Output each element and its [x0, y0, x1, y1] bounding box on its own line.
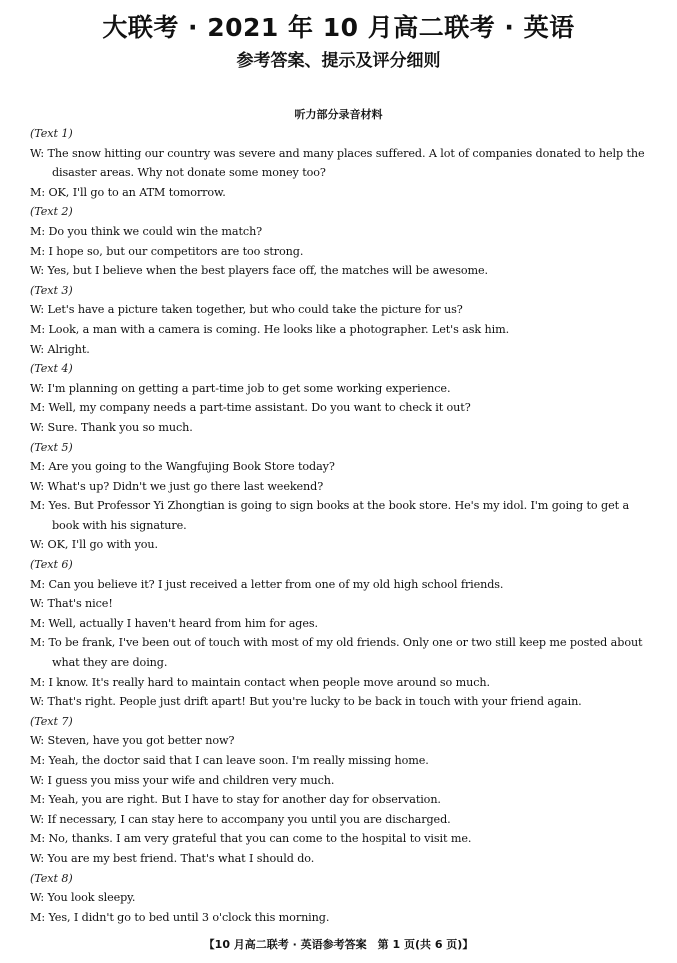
section-title: 听力部分录音材料	[294, 108, 383, 121]
dialogue-line: W: You are my best friend. That's what I should do.	[30, 851, 315, 865]
text-label: (Text 1)	[30, 127, 73, 140]
dialogue-line: W: Let's have a picture taken together, but who could take the picture for us?	[30, 303, 463, 317]
dialogue-line: M: I know. It's really hard to maintain contact when people move around so much.	[30, 675, 490, 689]
dialogue-line: M: Do you think we could win the match?	[30, 224, 263, 238]
dialogue-line: M: Yeah, the doctor said that I can leave soon. I'm really missing home.	[30, 754, 429, 767]
dialogue-line: M: Well, my company needs a part-time assistant. Do you want to check it out?	[30, 401, 471, 415]
dialogue-line: W: If necessary, I can stay here to accompany you until you are discharged.	[30, 812, 451, 826]
dialogue-line: M: Look, a man with a camera is coming. He looks like a photographer. Let's ask him.	[30, 322, 510, 336]
page-title: 大联考 · 2021 年 10 月高二联考 · 英语	[102, 13, 575, 42]
dialogue-line: M: OK, I'll go to an ATM tomorrow.	[30, 185, 226, 199]
page-subtitle: 参考答案、提示及评分细则	[236, 51, 441, 71]
dialogue-line: M: Are you going to the Wangfujing Book Store today?	[30, 460, 335, 474]
dialogue-line: M: Well, actually I haven't heard from him for ages.	[30, 616, 318, 630]
dialogue-line: W: That's nice!	[30, 597, 113, 611]
dialogue-line: W: That's right. People just drift apart! But you're lucky to be back in touch with your friend again.	[30, 695, 582, 709]
text-label: (Text 7)	[30, 714, 73, 728]
text-label: (Text 8)	[30, 871, 73, 885]
dialogue-line: W: You look sleepy.	[30, 891, 136, 905]
dialogue-line: W: The snow hitting our country was severe and many places suffered. A lot of companies donated to help the disaster areas. Why not donate some money too?	[30, 146, 645, 180]
dialogue-line: W: Alright.	[30, 342, 90, 356]
dialogue-line: M: No, thanks. I am very grateful that you can come to the hospital to visit me.	[30, 832, 472, 846]
dialogue-line: W: OK, I'll go with you.	[30, 538, 158, 552]
dialogue-line: W: Yes, but I believe when the best players face off, the matches will be awesome.	[30, 264, 488, 278]
dialogue-line: W: What's up? Didn't we just go there last weekend?	[30, 479, 324, 493]
dialogue-line: M: Yeah, you are right. But I have to stay for another day for observation.	[30, 793, 441, 807]
dialogue-line: W: Steven, have you got better now?	[30, 734, 235, 748]
text-label: (Text 4)	[30, 362, 73, 376]
transcript	[30, 124, 652, 927]
dialogue-line: M: Can you believe it? I just received a letter from one of my old high school friends.	[30, 577, 504, 591]
text-label: (Text 5)	[30, 440, 73, 454]
dialogue-line: M: I hope so, but our competitors are too strong.	[30, 244, 304, 258]
text-label: (Text 3)	[30, 283, 73, 297]
dialogue-line: M: Yes, I didn't go to bed until 3 o'clock this morning.	[30, 910, 330, 924]
dialogue-line: W: I guess you miss your wife and children very much.	[30, 773, 335, 787]
dialogue-line: W: I'm planning on getting a part-time job to get some working experience.	[30, 381, 451, 395]
text-label: (Text 2)	[30, 205, 73, 219]
dialogue-line: M: To be frank, I've been out of touch with most of my old friends. Only one or two still keep me posted about what they are doing.	[30, 636, 643, 670]
page-footer: 【10 月高二联考 · 英语参考答案 第 1 页(共 6 页)】	[203, 938, 474, 951]
text-label: (Text 6)	[30, 558, 73, 572]
dialogue-line: W: Sure. Thank you so much.	[30, 420, 193, 434]
dialogue-line: M: Yes. But Professor Yi Zhongtian is going to sign books at the book store. He's my idol. I'm going to get a book with his signature.	[30, 499, 630, 532]
